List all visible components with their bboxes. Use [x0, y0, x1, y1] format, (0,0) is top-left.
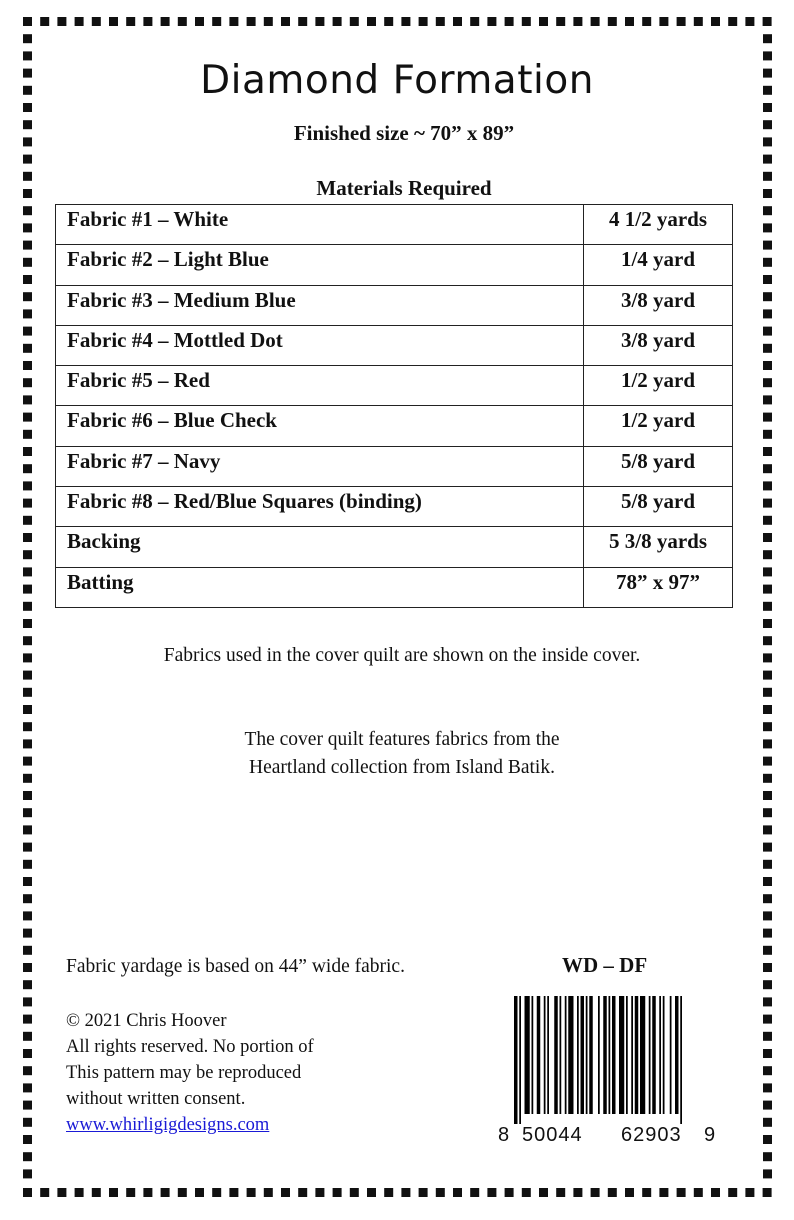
frame-dot: [178, 1188, 187, 1197]
barcode-bars: [502, 994, 722, 1124]
frame-dot: [763, 946, 772, 955]
frame-dot: [763, 155, 772, 164]
frame-dot: [23, 516, 32, 525]
frame-dot: [763, 378, 772, 387]
frame-dot: [23, 1083, 32, 1092]
frame-dot: [23, 602, 32, 611]
frame-dot: [763, 1066, 772, 1075]
frame-dot: [384, 17, 393, 26]
frame-dot: [745, 17, 754, 26]
materials-row: [56, 406, 733, 446]
frame-dot: [23, 1169, 32, 1178]
material-item: Backing: [56, 527, 584, 567]
frame-dot: [178, 17, 187, 26]
frame-dot: [23, 103, 32, 112]
copyright-line-1: © 2021 Chris Hoover: [66, 1011, 227, 1031]
frame-dot: [763, 980, 772, 989]
frame-dot: [350, 1188, 359, 1197]
frame-dot: [763, 843, 772, 852]
frame-dot: [642, 1188, 651, 1197]
frame-dot: [591, 1188, 600, 1197]
frame-dot: [350, 17, 359, 26]
frame-dot: [75, 17, 84, 26]
frame-dot: [161, 1188, 170, 1197]
frame-dot: [763, 206, 772, 215]
frame-dot: [487, 1188, 496, 1197]
material-item: Fabric #5 – Red: [56, 366, 584, 406]
frame-dot: [763, 413, 772, 422]
barcode-bar: [675, 996, 679, 1114]
frame-dot: [556, 1188, 565, 1197]
frame-dot: [763, 894, 772, 903]
frame-dot: [247, 1188, 256, 1197]
frame-dot: [608, 17, 617, 26]
frame-dot: [763, 430, 772, 439]
frame-dot: [23, 980, 32, 989]
barcode-bar: [586, 996, 588, 1114]
material-quantity: 5 3/8 yards: [584, 527, 733, 567]
frame-dot: [763, 688, 772, 697]
frame-dot: [763, 1032, 772, 1041]
frame-dot: [23, 1049, 32, 1058]
frame-dot: [539, 1188, 548, 1197]
frame-dot: [677, 1188, 686, 1197]
frame-dot: [573, 17, 582, 26]
frame-dot: [143, 1188, 152, 1197]
frame-dot: [522, 1188, 531, 1197]
frame-dot: [23, 17, 32, 26]
frame-dot: [23, 309, 32, 318]
frame-dot: [229, 17, 238, 26]
frame-dot: [763, 929, 772, 938]
barcode-digits-right: 62903: [621, 1124, 682, 1146]
frame-dot: [23, 1135, 32, 1144]
frame-dot: [659, 17, 668, 26]
frame-dot: [23, 808, 32, 817]
frame-dot: [23, 585, 32, 594]
frame-dot: [40, 17, 49, 26]
sku-code: WD – DF: [562, 953, 648, 977]
frame-dot: [23, 911, 32, 920]
frame-dot: [23, 223, 32, 232]
frame-dot: [23, 327, 32, 336]
frame-dot: [23, 1066, 32, 1075]
material-quantity: 1/2 yard: [584, 406, 733, 446]
yardage-note: Fabric yardage is based on 44” wide fabric.: [66, 956, 405, 977]
material-quantity: 3/8 yard: [584, 285, 733, 325]
frame-dot: [419, 17, 428, 26]
barcode-bar: [659, 996, 661, 1114]
frame-dot: [23, 550, 32, 559]
frame-dot: [573, 1188, 582, 1197]
barcode-bar: [670, 996, 672, 1114]
frame-dot: [247, 17, 256, 26]
frame-dot: [763, 275, 772, 284]
frame-dot: [23, 395, 32, 404]
materials-row: [56, 527, 733, 567]
barcode-bar: [598, 996, 600, 1114]
frame-dot: [23, 963, 32, 972]
frame-dot: [763, 481, 772, 490]
barcode-bar: [635, 996, 639, 1114]
frame-dot: [23, 636, 32, 645]
frame-dot: [763, 292, 772, 301]
frame-dot: [109, 17, 118, 26]
frame-dot: [694, 1188, 703, 1197]
frame-dot: [23, 275, 32, 284]
frame-dot: [23, 241, 32, 250]
frame-dot: [539, 17, 548, 26]
frame-dot: [763, 585, 772, 594]
frame-dot: [367, 1188, 376, 1197]
materials-row: [56, 446, 733, 486]
collection-note-line-2: Heartland collection from Island Batik.: [249, 757, 555, 778]
frame-dot: [23, 997, 32, 1006]
frame-dot: [711, 1188, 720, 1197]
frame-dot: [763, 34, 772, 43]
frame-dot: [367, 17, 376, 26]
material-quantity: 1/2 yard: [584, 366, 733, 406]
material-quantity: 3/8 yard: [584, 325, 733, 365]
material-item: Fabric #8 – Red/Blue Squares (binding): [56, 487, 584, 527]
frame-dot: [195, 17, 204, 26]
frame-dot: [763, 1049, 772, 1058]
materials-row: [56, 487, 733, 527]
frame-dot: [763, 997, 772, 1006]
copyright-line-2: All rights reserved. No portion of: [66, 1037, 314, 1057]
frame-dot: [23, 361, 32, 370]
materials-row: [56, 366, 733, 406]
materials-table-body: [56, 205, 733, 608]
frame-dot: [763, 1169, 772, 1178]
barcode-bar: [519, 996, 521, 1124]
materials-row: [56, 325, 733, 365]
pattern-title: Diamond Formation: [200, 58, 594, 103]
materials-row: [56, 285, 733, 325]
barcode-bar: [577, 996, 579, 1114]
frame-dot: [23, 155, 32, 164]
frame-dot: [763, 533, 772, 542]
frame-dot: [763, 516, 772, 525]
materials-row: [56, 567, 733, 607]
frame-dot: [763, 550, 772, 559]
material-quantity: 1/4 yard: [584, 245, 733, 285]
frame-dot: [23, 533, 32, 542]
frame-dot: [109, 1188, 118, 1197]
barcode-bar: [663, 996, 665, 1114]
frame-dot: [453, 17, 462, 26]
frame-dot: [315, 1188, 324, 1197]
barcode-bar: [652, 996, 656, 1114]
frame-dot: [436, 17, 445, 26]
frame-dot: [763, 671, 772, 680]
material-item: Batting: [56, 567, 584, 607]
frame-dot: [333, 17, 342, 26]
barcode-digit-lead: 8: [498, 1124, 510, 1146]
barcode-bar: [649, 996, 651, 1114]
frame-dot: [763, 877, 772, 886]
frame-dot: [23, 1032, 32, 1041]
copyright-line-4: without written consent.: [66, 1089, 246, 1109]
frame-dot: [23, 499, 32, 508]
frame-dot: [470, 1188, 479, 1197]
frame-dot: [763, 1188, 772, 1197]
frame-dot: [659, 1188, 668, 1197]
frame-dot: [505, 1188, 514, 1197]
frame-dot: [161, 17, 170, 26]
frame-dot: [763, 258, 772, 267]
website-link[interactable]: www.whirligigdesigns.com: [66, 1115, 270, 1135]
frame-dot: [556, 17, 565, 26]
frame-dot: [625, 1188, 634, 1197]
barcode-bar: [554, 996, 558, 1114]
barcode-bar: [547, 996, 549, 1114]
barcode-bar: [609, 996, 611, 1114]
material-item: Fabric #7 – Navy: [56, 446, 584, 486]
barcode-digits-left: 50044: [522, 1124, 583, 1146]
frame-dot: [522, 17, 531, 26]
frame-dot: [505, 17, 514, 26]
frame-dot: [763, 808, 772, 817]
frame-dot: [23, 946, 32, 955]
frame-dot: [763, 1015, 772, 1024]
frame-dot: [23, 413, 32, 422]
frame-dot: [763, 447, 772, 456]
frame-dot: [298, 1188, 307, 1197]
frame-dot: [23, 688, 32, 697]
frame-dot: [763, 223, 772, 232]
barcode-bar: [568, 996, 573, 1114]
material-quantity: 78” x 97”: [584, 567, 733, 607]
frame-dot: [728, 17, 737, 26]
frame-dot: [212, 1188, 221, 1197]
frame-dot: [763, 1118, 772, 1127]
frame-dot: [23, 843, 32, 852]
frame-dot: [126, 17, 135, 26]
frame-dot: [23, 378, 32, 387]
frame-dot: [763, 499, 772, 508]
frame-dot: [23, 447, 32, 456]
frame-dot: [470, 17, 479, 26]
collection-note-line-1: The cover quilt features fabrics from the: [244, 729, 560, 750]
frame-dot: [763, 602, 772, 611]
frame-dot: [23, 258, 32, 267]
frame-dot: [763, 860, 772, 869]
frame-dot: [763, 103, 772, 112]
frame-dot: [23, 292, 32, 301]
frame-dot: [92, 17, 101, 26]
frame-dot: [23, 481, 32, 490]
barcode-bar: [680, 996, 682, 1124]
frame-dot: [126, 1188, 135, 1197]
barcode-bar: [626, 996, 628, 1114]
barcode-bar: [612, 996, 616, 1114]
frame-dot: [23, 791, 32, 800]
barcode-bar: [514, 996, 518, 1124]
frame-dot: [401, 1188, 410, 1197]
frame-dot: [763, 1101, 772, 1110]
materials-row: [56, 245, 733, 285]
frame-dot: [281, 1188, 290, 1197]
barcode-bar: [565, 996, 567, 1114]
frame-dot: [763, 464, 772, 473]
frame-dot: [763, 327, 772, 336]
frame-dot: [763, 911, 772, 920]
barcode-icon: [502, 994, 722, 1129]
cover-fabrics-note: Fabrics used in the cover quilt are shown on the inside cover.: [163, 645, 641, 666]
frame-dot: [763, 395, 772, 404]
frame-dot: [694, 17, 703, 26]
frame-dot: [384, 1188, 393, 1197]
frame-dot: [487, 17, 496, 26]
frame-dot: [23, 929, 32, 938]
frame-dot: [763, 1135, 772, 1144]
frame-dot: [298, 17, 307, 26]
barcode-bar: [581, 996, 585, 1114]
frame-dot: [763, 344, 772, 353]
frame-dot: [763, 241, 772, 250]
frame-dot: [745, 1188, 754, 1197]
frame-dot: [23, 206, 32, 215]
frame-dot: [40, 1188, 49, 1197]
material-item: Fabric #2 – Light Blue: [56, 245, 584, 285]
frame-dot: [23, 619, 32, 628]
frame-dot: [763, 963, 772, 972]
materials-table: [55, 204, 733, 608]
frame-dot: [92, 1188, 101, 1197]
material-quantity: 5/8 yard: [584, 446, 733, 486]
material-quantity: 5/8 yard: [584, 487, 733, 527]
barcode-bar: [525, 996, 530, 1114]
barcode-bar: [544, 996, 546, 1114]
frame-dot: [763, 705, 772, 714]
barcode-bar: [537, 996, 541, 1114]
frame-dot: [23, 464, 32, 473]
frame-dot: [23, 1101, 32, 1110]
frame-dot: [763, 825, 772, 834]
frame-dot: [763, 17, 772, 26]
frame-dot: [23, 34, 32, 43]
frame-dot: [315, 17, 324, 26]
frame-dot: [333, 1188, 342, 1197]
frame-dot: [436, 1188, 445, 1197]
frame-dot: [763, 1083, 772, 1092]
material-quantity: 4 1/2 yards: [584, 205, 733, 245]
frame-dot: [763, 619, 772, 628]
frame-dot: [453, 1188, 462, 1197]
barcode-bar: [589, 996, 593, 1114]
frame-dot: [212, 17, 221, 26]
frame-dot: [23, 1152, 32, 1161]
frame-dot: [23, 1118, 32, 1127]
frame-dot: [711, 17, 720, 26]
copyright-line-3: This pattern may be reproduced: [66, 1063, 302, 1083]
frame-dot: [763, 1152, 772, 1161]
barcode-bar: [640, 996, 645, 1114]
frame-dot: [57, 1188, 66, 1197]
frame-dot: [625, 17, 634, 26]
frame-dot: [401, 17, 410, 26]
frame-dot: [642, 17, 651, 26]
frame-dot: [23, 705, 32, 714]
frame-dot: [23, 1015, 32, 1024]
material-item: Fabric #1 – White: [56, 205, 584, 245]
frame-dot: [419, 1188, 428, 1197]
frame-dot: [23, 877, 32, 886]
frame-dot: [264, 1188, 273, 1197]
frame-dot: [264, 17, 273, 26]
finished-size: Finished size ~ 70” x 89”: [293, 121, 515, 145]
frame-dot: [23, 430, 32, 439]
materials-row: [56, 205, 733, 245]
frame-dot: [23, 894, 32, 903]
barcode-bar: [619, 996, 624, 1114]
barcode-bar: [631, 996, 633, 1114]
frame-dot: [281, 17, 290, 26]
frame-dot: [763, 361, 772, 370]
barcode-bar: [560, 996, 562, 1114]
frame-dot: [23, 1188, 32, 1197]
frame-dot: [763, 791, 772, 800]
frame-dot: [763, 567, 772, 576]
frame-dot: [591, 17, 600, 26]
frame-dot: [23, 860, 32, 869]
frame-dot: [23, 825, 32, 834]
frame-dot: [23, 567, 32, 576]
material-item: Fabric #4 – Mottled Dot: [56, 325, 584, 365]
frame-dot: [728, 1188, 737, 1197]
materials-heading: Materials Required: [316, 176, 492, 200]
material-item: Fabric #6 – Blue Check: [56, 406, 584, 446]
frame-dot: [75, 1188, 84, 1197]
barcode-bar: [532, 996, 534, 1114]
frame-dot: [229, 1188, 238, 1197]
barcode-digit-check: 9: [704, 1124, 716, 1146]
frame-dot: [608, 1188, 617, 1197]
frame-dot: [677, 17, 686, 26]
frame-dot: [195, 1188, 204, 1197]
material-item: Fabric #3 – Medium Blue: [56, 285, 584, 325]
frame-dot: [143, 17, 152, 26]
barcode-bar: [603, 996, 607, 1114]
frame-dot: [763, 309, 772, 318]
frame-dot: [763, 636, 772, 645]
frame-dot: [23, 671, 32, 680]
frame-dot: [23, 344, 32, 353]
frame-dot: [57, 17, 66, 26]
